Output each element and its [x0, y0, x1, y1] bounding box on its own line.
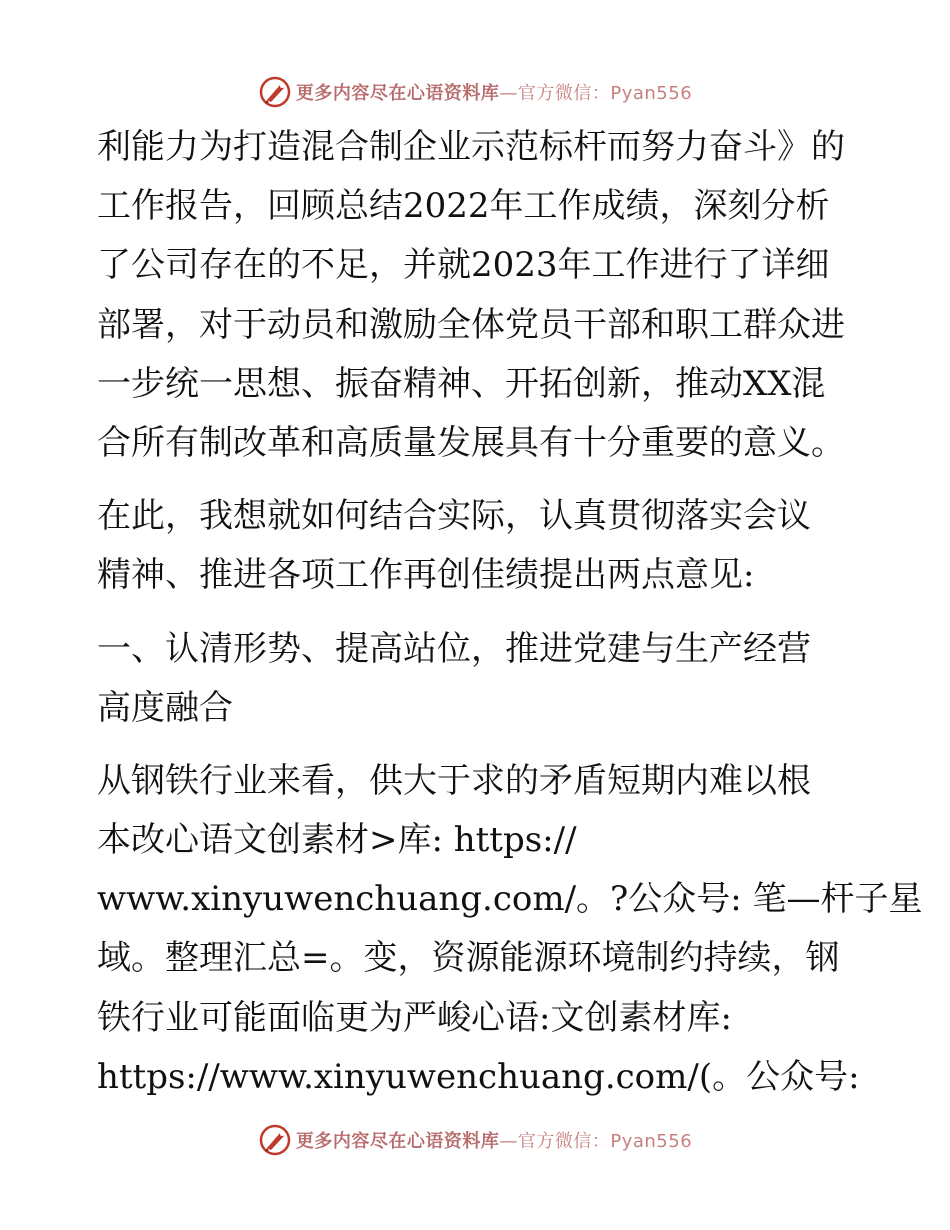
text-line: 精神、推进各项工作再创佳绩提出两点意见: — [97, 555, 755, 596]
text-line: www.xinyuwenchuang.com/。?公众号: 笔—杆子星 — [97, 879, 923, 920]
text-line: 高度融合 — [97, 687, 233, 728]
text-line: https://www.xinyuwenchuang.com/(。公众号: — [97, 1056, 860, 1097]
text-line: 在此，我想就如何结合实际，认真贯彻落实会议 — [97, 496, 811, 537]
pen-logo-icon — [258, 75, 292, 109]
text-line: 工作报告，回顾总结2022年工作成绩，深刻分析 — [97, 186, 830, 227]
text-line: 部署，对于动员和激励全体党员干部和职工群众进 — [97, 304, 845, 345]
footer-watermark — [0, 1120, 950, 1160]
text-line: 一步统一思想、振奋精神、开拓创新，推动XX混 — [97, 363, 826, 404]
text-line: 域。整理汇总=。变，资源能源环境制约持续，钢 — [97, 938, 840, 979]
text-line: 利能力为打造混合制企业示范标杆而努力奋斗》的 — [97, 127, 845, 167]
paragraph — [97, 752, 923, 1107]
pen-logo-icon — [258, 1123, 292, 1157]
header-watermark — [0, 72, 950, 112]
text-line: 本改心语文创素材>库: https:// — [97, 820, 577, 861]
watermark-text: 更多内容尽在心语资料库—官方微信：Pyan556 — [295, 83, 693, 104]
text-line: 一、认清形势、提高站位，推进党建与生产经营 — [97, 628, 811, 669]
text-line: 铁行业可能面临更为严峻心语:文创素材库: — [97, 997, 732, 1038]
paragraph — [97, 118, 857, 473]
document-body — [97, 118, 923, 1107]
paragraph — [97, 487, 857, 605]
text-line: 从钢铁行业来看，供大于求的矛盾短期内难以根 — [97, 760, 811, 801]
section-heading — [97, 620, 857, 738]
watermark-text: 更多内容尽在心语资料库—官方微信：Pyan556 — [295, 1131, 693, 1152]
text-line: 了公司存在的不足，并就2023年工作进行了详细 — [97, 245, 830, 286]
text-line: 合所有制改革和高质量发展具有十分重要的意义。 — [97, 422, 845, 463]
